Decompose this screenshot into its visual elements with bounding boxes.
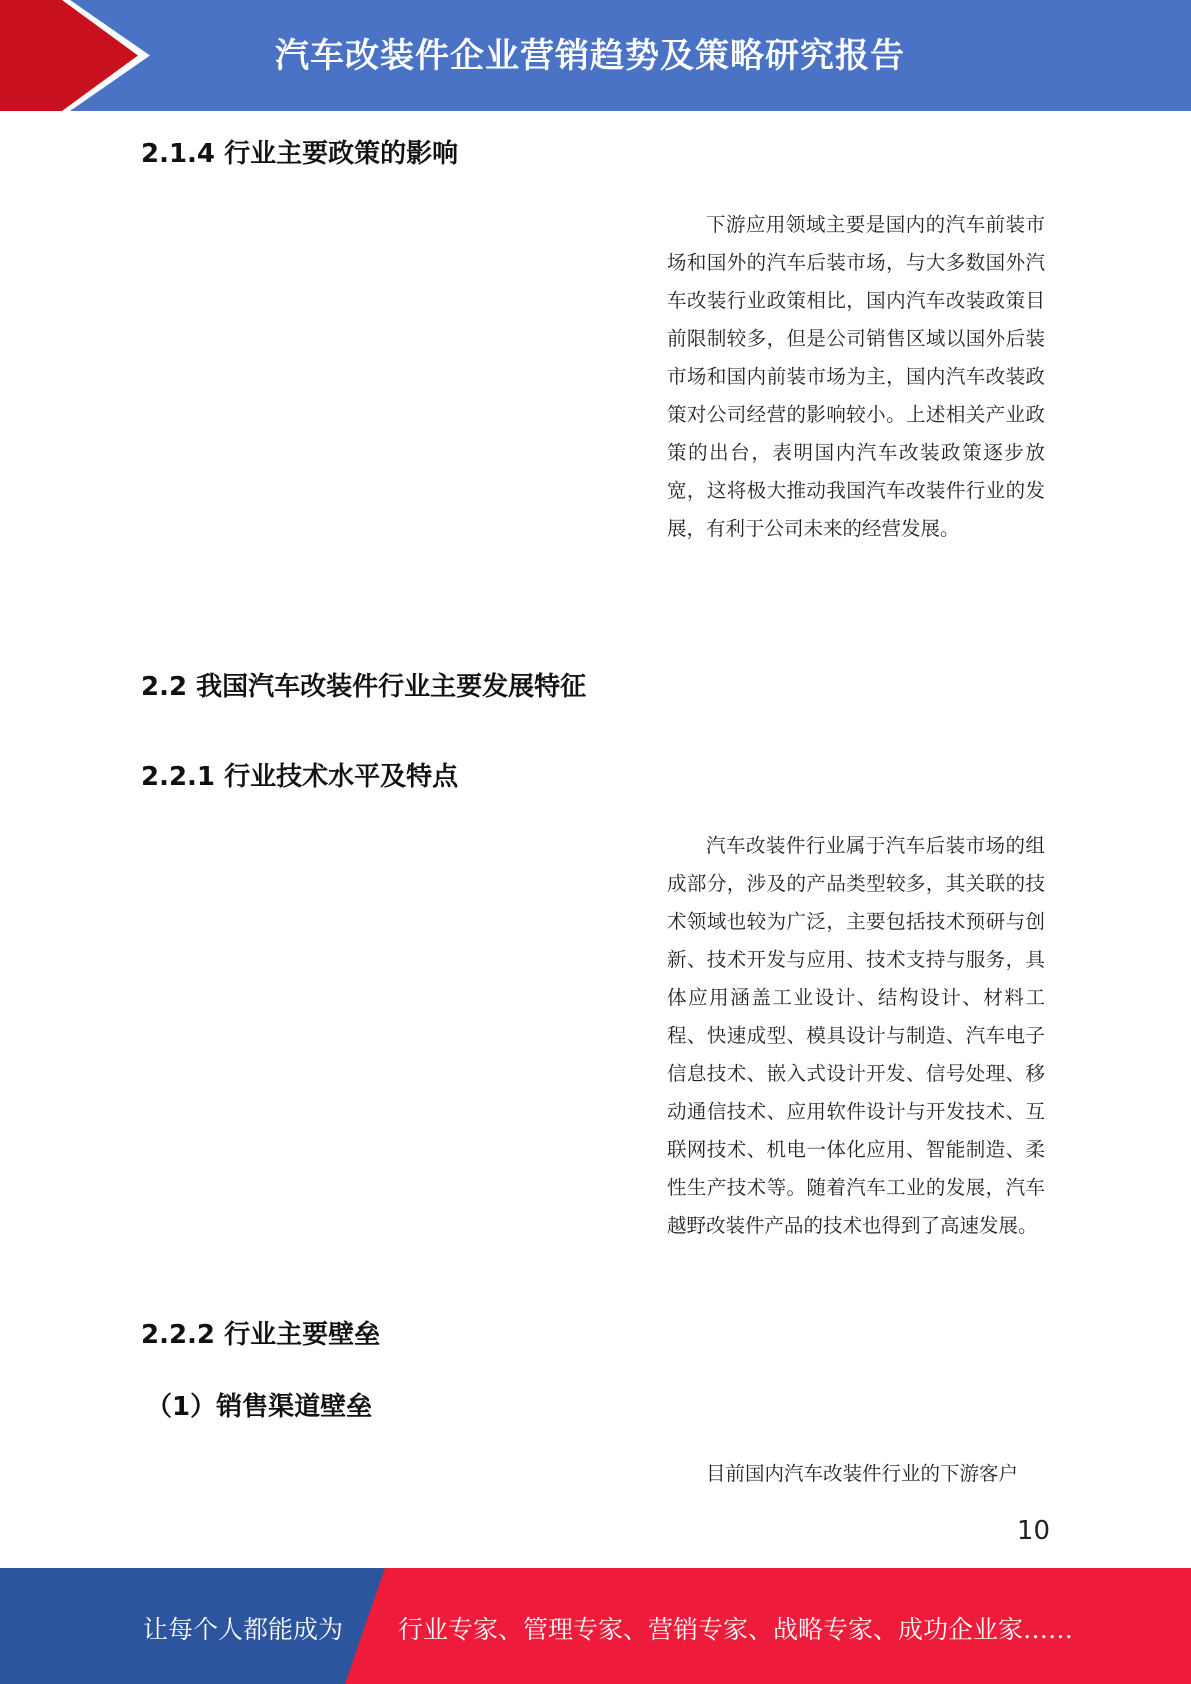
paragraph-sales-channel: 目前国内汽车改装件行业的下游客户 (706, 1462, 1019, 1485)
heading-sales-channel: （1）销售渠道壁垒 (146, 1392, 373, 1422)
report-title: 汽车改装件企业营销趋势及策略研究报告 (275, 36, 905, 76)
page-header (0, 0, 1191, 111)
header-chevron-icon (0, 0, 160, 111)
paragraph-tech-level: 汽车改装件行业属于汽车后装市场的组成部分，涉及的产品类型较多，其关联的技术领域也较为广泛，主要包括技术预研与创新、技术开发与应用、技术支持与服务，具体应用涵盖工业设计、结构设计、材料工程、快速成型、模具设计与制造、汽车电子信息技术、嵌入式设计开发、信号处理、移动通信技术、应用软件设计与开发技术、互联网技术、机电一体化应用、智能制造、柔性生产技术等。随着汽车工业的发展，汽车越野改装件产品的技术也得到了高速发展。 (667, 834, 1045, 1237)
heading-2-2: 2.2 我国汽车改装件行业主要发展特征 (141, 672, 587, 702)
heading-2-2-2: 2.2.2 行业主要壁垒 (141, 1320, 381, 1350)
heading-2-2-1: 2.2.1 行业技术水平及特点 (141, 762, 459, 792)
footer-slogan-left: 让每个人都能成为 (143, 1615, 344, 1644)
paragraph-policy-impact: 下游应用领域主要是国内的汽车前装市场和国外的汽车后装市场，与大多数国外汽车改装行业政策相比，国内汽车改装政策目前限制较多，但是公司销售区域以国外后装市场和国内前装市场为主，国内汽车改装政策对公司经营的影响较小。上述相关产业政策的出台，表明国内汽车改装政策逐步放宽，这将极大推动我国汽车改装件行业的发展，有利于公司未来的经营发展。 (667, 213, 1045, 540)
page-number: 10 (1016, 1516, 1050, 1546)
heading-2-1-4: 2.1.4 行业主要政策的影响 (141, 139, 459, 169)
footer-slogan-right: 行业专家、管理专家、营销专家、战略专家、成功企业家…… (398, 1615, 1074, 1644)
page-footer (0, 1568, 1191, 1684)
